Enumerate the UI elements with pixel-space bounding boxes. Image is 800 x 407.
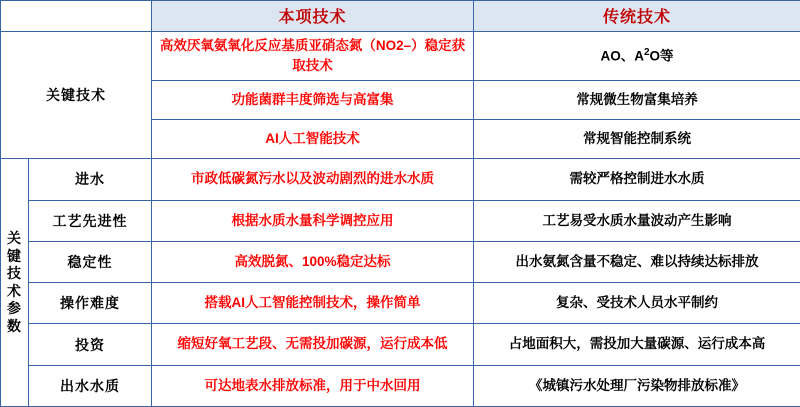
row-label-influent: 进水 [29, 159, 152, 200]
group-label-key-technology: 关键技术 [1, 31, 152, 158]
cell-traditional-tech: 出水氨氮含量不稳定、难以持续达标排放 [474, 241, 800, 282]
table-row [1, 241, 800, 282]
cell-new-tech: 搭载AI人工智能控制技术，操作简单 [152, 283, 474, 324]
cell-new-tech: 高效厌氧氨氧化反应基质亚硝态氮（NO2–）稳定获取技术 [152, 31, 474, 80]
row-label-process-advancement: 工艺先进性 [29, 200, 152, 241]
group-label-key-parameters: 关键技术参数 [1, 159, 29, 407]
cell-new-tech: 市政低碳氮污水以及波动剧烈的进水水质 [152, 159, 474, 200]
cell-traditional-tech: 常规微生物富集培养 [474, 80, 800, 119]
cell-traditional-tech: 需较严格控制进水水质 [474, 159, 800, 200]
cell-new-tech: 缩短好氧工艺段、无需投加碳源，运行成本低 [152, 324, 474, 365]
table-row [1, 31, 800, 80]
header-new-tech: 本项技术 [152, 1, 474, 32]
row-label-investment: 投资 [29, 324, 152, 365]
cell-traditional-tech: 复杂、受技术人员水平制约 [474, 283, 800, 324]
table-row [1, 324, 800, 365]
cell-new-tech: 可达地表水排放标准，用于中水回用 [152, 365, 474, 406]
table-row [1, 283, 800, 324]
cell-new-tech: 高效脱氮、100%稳定达标 [152, 241, 474, 282]
cell-traditional-tech: 工艺易受水质水量波动产生影响 [474, 200, 800, 241]
row-label-effluent-quality: 出水水质 [29, 365, 152, 406]
table-row [1, 159, 800, 200]
cell-new-tech: AI人工智能技术 [152, 120, 474, 159]
cell-traditional-tech: 占地面积大，需投加大量碳源、运行成本高 [474, 324, 800, 365]
cell-traditional-tech: 《城镇污水处理厂污染物排放标准》 [474, 365, 800, 406]
cell-traditional-tech: 常规智能控制系统 [474, 120, 800, 159]
header-traditional-tech: 传统技术 [474, 1, 800, 32]
cell-new-tech: 功能菌群丰度筛选与高富集 [152, 80, 474, 119]
row-label-operation-difficulty: 操作难度 [29, 283, 152, 324]
header-corner-cell [1, 1, 152, 32]
row-label-stability: 稳定性 [29, 241, 152, 282]
table-row [1, 365, 800, 406]
table-header-row [1, 1, 800, 32]
cell-new-tech: 根据水质水量科学调控应用 [152, 200, 474, 241]
table-row [1, 200, 800, 241]
cell-traditional-tech: AO、$A^2O$等 [474, 31, 800, 80]
